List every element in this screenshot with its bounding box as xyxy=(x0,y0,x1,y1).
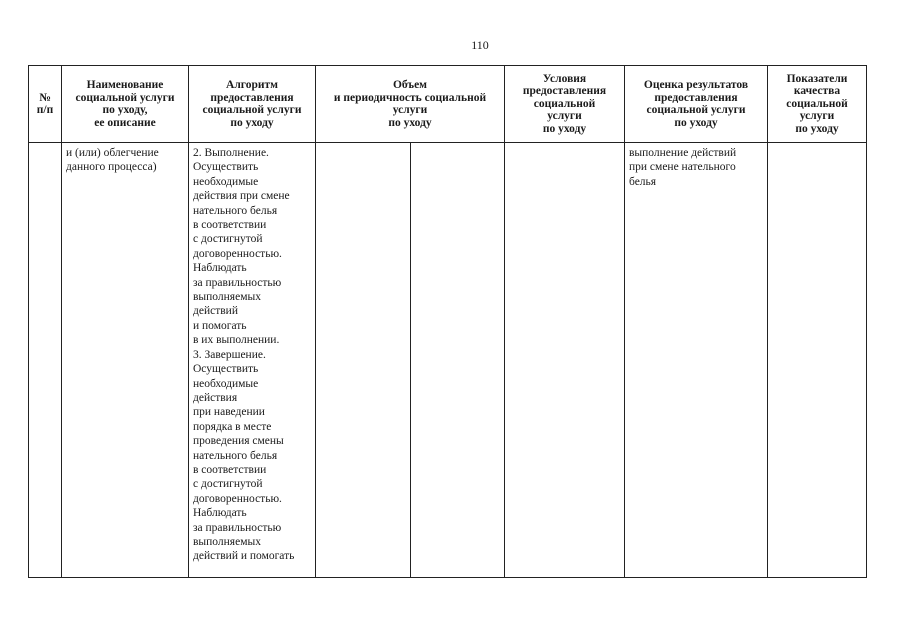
header-number xyxy=(29,66,62,143)
header-line: № xyxy=(39,91,51,104)
text-line: выполняемых xyxy=(193,535,261,548)
header-line: Показатели xyxy=(786,72,848,85)
text-line: действий и помогать xyxy=(193,550,295,563)
text-line: Осуществить xyxy=(193,161,259,174)
text-line: действия при смене xyxy=(193,190,290,203)
text-line: Наблюдать xyxy=(193,262,247,275)
text-line: нательного белья xyxy=(193,449,278,462)
header-line: Условия xyxy=(542,72,587,85)
text-line: Наблюдать xyxy=(193,507,247,520)
header-row xyxy=(29,66,867,143)
text-line: выполняемых xyxy=(193,291,261,304)
header-line: по уходу xyxy=(674,116,718,129)
header-line: предоставления xyxy=(210,91,294,104)
text-line: в их выполнении. xyxy=(193,334,280,347)
table-row xyxy=(29,143,867,578)
volume-subcell-right xyxy=(411,143,504,577)
cell-algorithm xyxy=(189,143,316,578)
text-line: с достигнутой xyxy=(193,478,263,491)
evaluation-text xyxy=(625,143,767,189)
text-line: в соответствии xyxy=(193,219,267,232)
text-line: за правильностью xyxy=(193,521,282,534)
text-line: данного процесса) xyxy=(66,161,157,174)
text-line: Осуществить xyxy=(193,363,259,376)
header-line: социальной xyxy=(786,97,848,110)
text-line: и помогать xyxy=(193,319,247,332)
header-line: по уходу xyxy=(388,116,432,129)
service-name-text xyxy=(62,143,188,175)
cell-conditions xyxy=(505,143,625,578)
header-line: предоставления xyxy=(522,85,607,98)
text-line: нательного белья xyxy=(193,204,278,217)
header-line: социальной xyxy=(533,97,596,110)
header-evaluation xyxy=(625,66,768,143)
header-service-name xyxy=(62,66,189,143)
services-table xyxy=(28,65,867,578)
text-line: порядка в месте xyxy=(193,420,272,433)
text-line: белья xyxy=(629,175,657,188)
header-algorithm xyxy=(189,66,316,143)
header-line: по уходу xyxy=(795,122,839,135)
text-line: договоренностью. xyxy=(193,247,282,260)
header-line: социальной услуги xyxy=(646,104,746,116)
text-line: договоренностью. xyxy=(193,492,282,505)
header-line: социальной услуги xyxy=(75,91,175,104)
header-line: и периодичность социальной xyxy=(333,91,487,104)
text-line: необходимые xyxy=(193,175,259,188)
text-line: необходимые xyxy=(193,377,259,390)
text-line: в соответствии xyxy=(193,463,267,476)
text-line: и (или) облегчение xyxy=(66,147,159,159)
header-line: Алгоритм xyxy=(226,79,278,91)
header-line: Наименование xyxy=(86,79,164,91)
header-volume xyxy=(316,66,505,143)
header-line: по уходу xyxy=(230,116,274,129)
cell-number xyxy=(29,143,62,578)
header-line: услуги xyxy=(392,104,428,116)
text-line: выполнение действий xyxy=(629,147,737,159)
header-line: социальной услуги xyxy=(202,104,302,116)
algorithm-text xyxy=(189,143,315,564)
cell-volume xyxy=(316,143,505,578)
header-line: по уходу xyxy=(542,122,587,135)
header-line: предоставления xyxy=(654,91,738,104)
header-line: Оценка результатов xyxy=(643,79,749,91)
cell-evaluation xyxy=(625,143,768,578)
header-line: п/п xyxy=(36,104,54,116)
page-number: 110 xyxy=(471,38,489,52)
header-line: ее описание xyxy=(94,116,156,129)
header-line: Объем xyxy=(392,79,428,91)
cell-quality xyxy=(768,143,867,578)
text-line: 3. Завершение. xyxy=(193,348,266,361)
header-quality xyxy=(768,66,867,143)
text-line: действия xyxy=(193,391,238,404)
text-line: 2. Выполнение. xyxy=(193,147,269,159)
header-line: услуги xyxy=(547,110,582,123)
text-line: с достигнутой xyxy=(193,233,263,246)
volume-subcell-left xyxy=(316,143,411,577)
header-line: качества xyxy=(793,85,841,98)
text-line: действий xyxy=(193,305,238,318)
text-line: проведения смены xyxy=(193,435,284,448)
cell-service-name xyxy=(62,143,189,578)
header-line: услуги xyxy=(799,110,835,123)
text-line: за правильностью xyxy=(193,276,282,289)
header-line: по уходу, xyxy=(102,104,148,116)
text-line: при наведении xyxy=(193,406,265,419)
text-line: при смене нательного xyxy=(629,161,736,174)
header-conditions xyxy=(505,66,625,143)
